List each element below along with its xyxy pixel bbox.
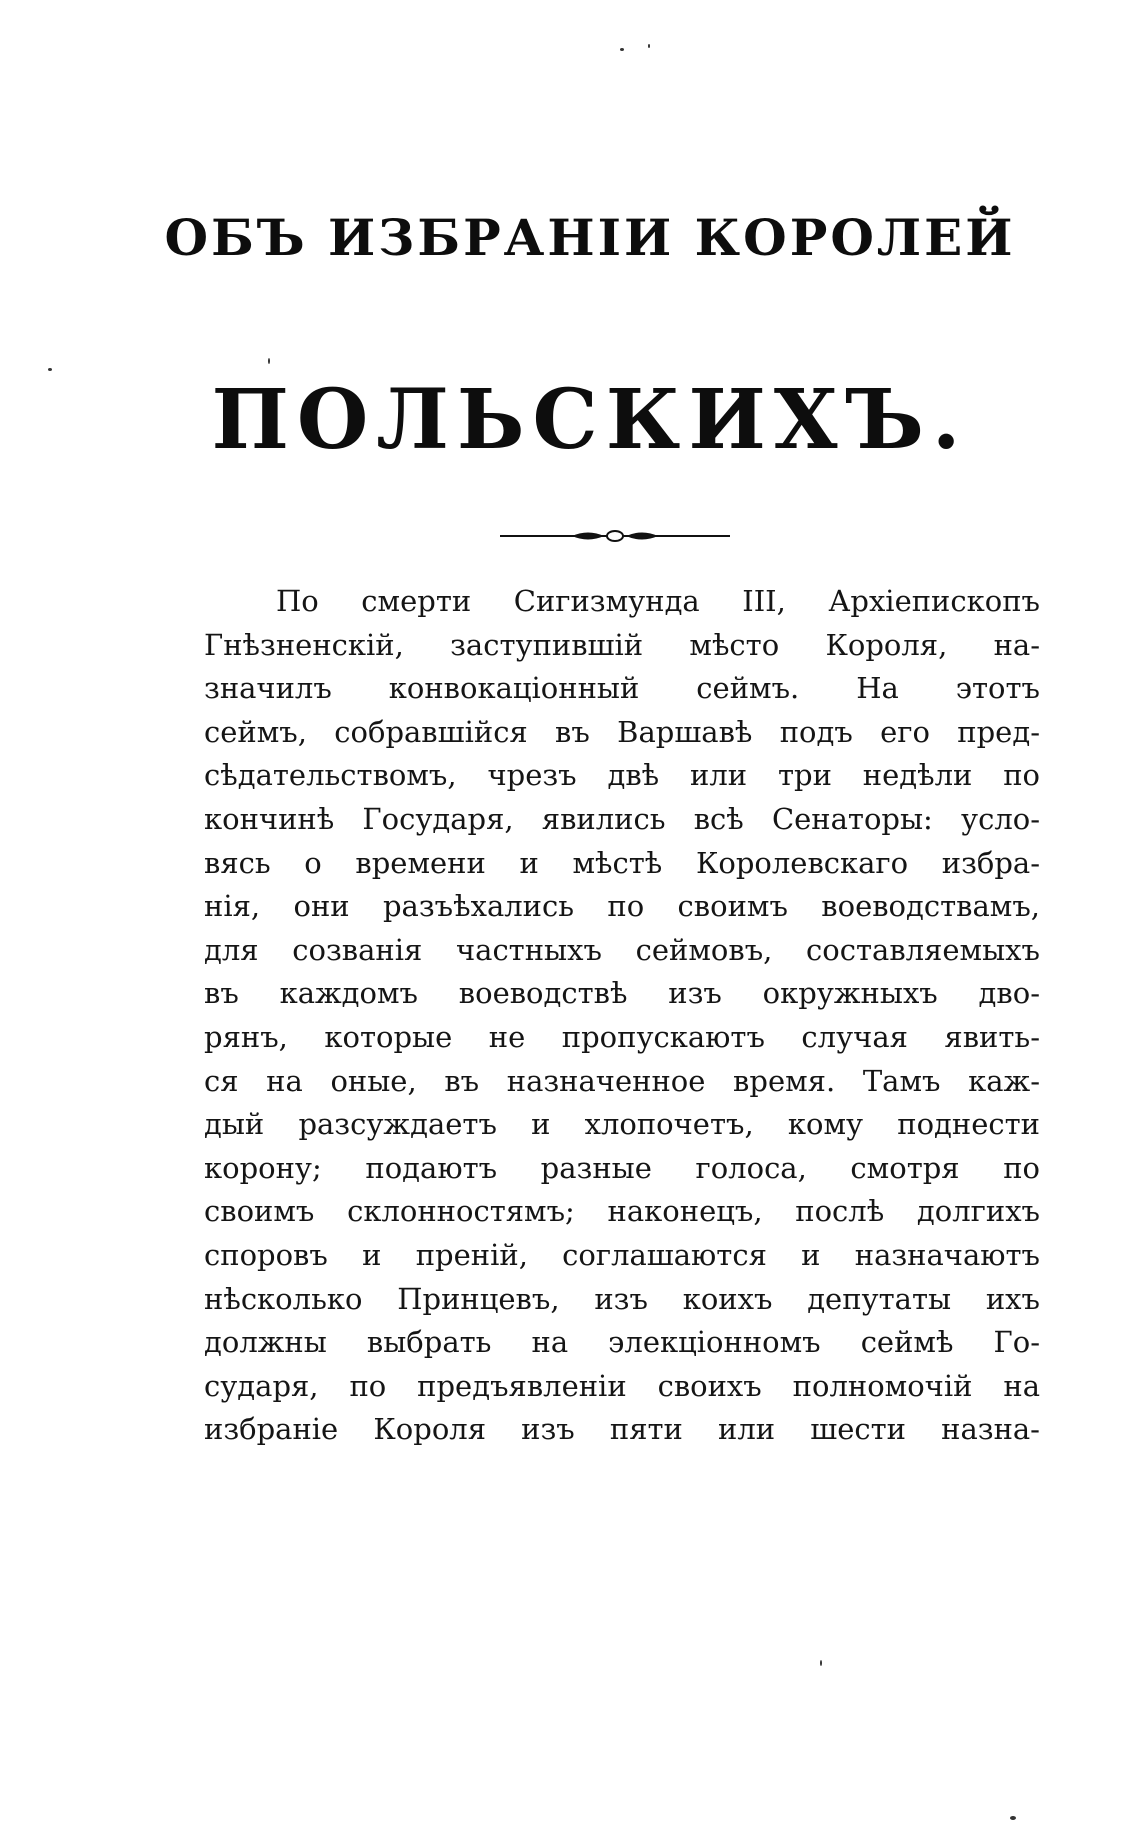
text-line: рянъ, которые не пропускаютъ случая явить-	[204, 1019, 1040, 1054]
text-line: нія, они разъѣхались по своимъ воеводствамъ,	[204, 889, 1040, 924]
text-line: должны выбрать на элекціонномъ сеймѣ Го-	[204, 1325, 1040, 1360]
body-paragraph	[204, 580, 1040, 1452]
chapter-title-line-2: ПОЛЬСКИХЪ.	[211, 372, 969, 468]
text-line: въ каждомъ воеводствѣ изъ окружныхъ дво-	[204, 976, 1040, 1011]
text-line: сѣдательствомъ, чрезъ двѣ или три недѣли по	[204, 758, 1040, 793]
text-line: значилъ конвокаціонный сеймъ. На этотъ	[204, 671, 1040, 706]
text-line: сударя, по предъявленіи своихъ полномочій на	[204, 1368, 1040, 1403]
text-line: споровъ и преній, соглашаются и назначаютъ	[204, 1237, 1040, 1272]
text-line: корону; подаютъ разные голоса, смотря по	[204, 1150, 1040, 1185]
text-line: кончинѣ Государя, явились всѣ Сенаторы: усло-	[204, 801, 1040, 836]
text-line: Гнѣзненскій, заступившій мѣсто Короля, на-	[204, 627, 1040, 662]
text-line: своимъ склонностямъ; наконецъ, послѣ долгихъ	[204, 1194, 1040, 1229]
text-line: избраніе Короля изъ пяти или шести назна-	[204, 1412, 1040, 1447]
text-line: нѣсколько Принцевъ, изъ коихъ депутаты ихъ	[204, 1281, 1040, 1316]
text-line: По смерти Сигизмунда III, Архіепископъ	[276, 584, 1040, 618]
text-line: дый разсуждаетъ и хлопочетъ, кому поднести	[204, 1107, 1040, 1142]
text-line: вясь о времени и мѣстѣ Королевскаго избра-	[204, 845, 1040, 880]
chapter-title-line-1: ОБЪ ИЗБРАНІИ КОРОЛЕЙ	[164, 208, 1016, 267]
text-line: для созванія частныхъ сеймовъ, составляемыхъ	[204, 932, 1040, 967]
text-line: ся на оные, въ назначенное время. Тамъ каж-	[204, 1063, 1040, 1098]
decorative-rule-ornament	[500, 528, 730, 544]
text-line: сеймъ, собравшійся въ Варшавѣ подъ его пред-	[204, 714, 1040, 749]
